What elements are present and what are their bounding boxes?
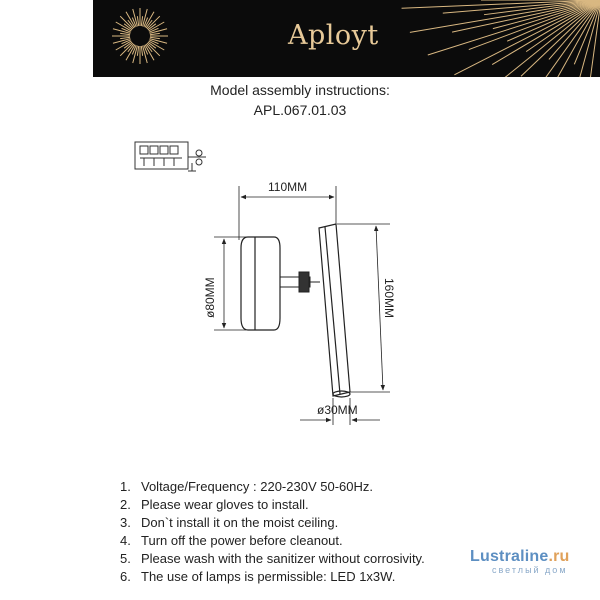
dimension-width — [239, 186, 336, 240]
site-watermark — [470, 548, 590, 575]
width-label: 110MM — [268, 180, 308, 194]
document-title: Model assembly instructions: — [210, 82, 390, 98]
connector-arm — [280, 272, 320, 292]
list-item: 5. Please wash with the sanitizer without corrosivity. — [120, 551, 425, 566]
list-item: 6. The use of lamps is permissible: LED 1x3W. — [120, 569, 396, 584]
watermark-domain: .ru — [548, 548, 570, 565]
instruction-notes — [120, 478, 425, 586]
terminal-block-icon — [135, 142, 188, 169]
list-item: 2. Please wear gloves to install. — [120, 497, 309, 512]
list-item: 1. Voltage/Frequency : 220-230V 50-60Hz. — [120, 479, 373, 494]
base-diameter-label: ø80MM — [203, 277, 217, 318]
light-tube — [319, 224, 350, 397]
model-number: APL.067.01.03 — [253, 102, 347, 118]
list-item: 3. Don`t install it on the moist ceiling. — [120, 515, 339, 530]
tube-diameter-label: ø30MM — [317, 403, 358, 417]
ground-icon — [188, 150, 206, 171]
list-item: 4. Turn off the power before cleanout. — [120, 533, 343, 548]
watermark-brand: Lustraline — [470, 548, 549, 565]
tube-length-label: 160MM — [382, 278, 396, 319]
watermark-tagline: светлый дом — [492, 565, 568, 575]
brand-name: Aployt — [288, 20, 379, 51]
wall-base-profile — [241, 237, 280, 330]
